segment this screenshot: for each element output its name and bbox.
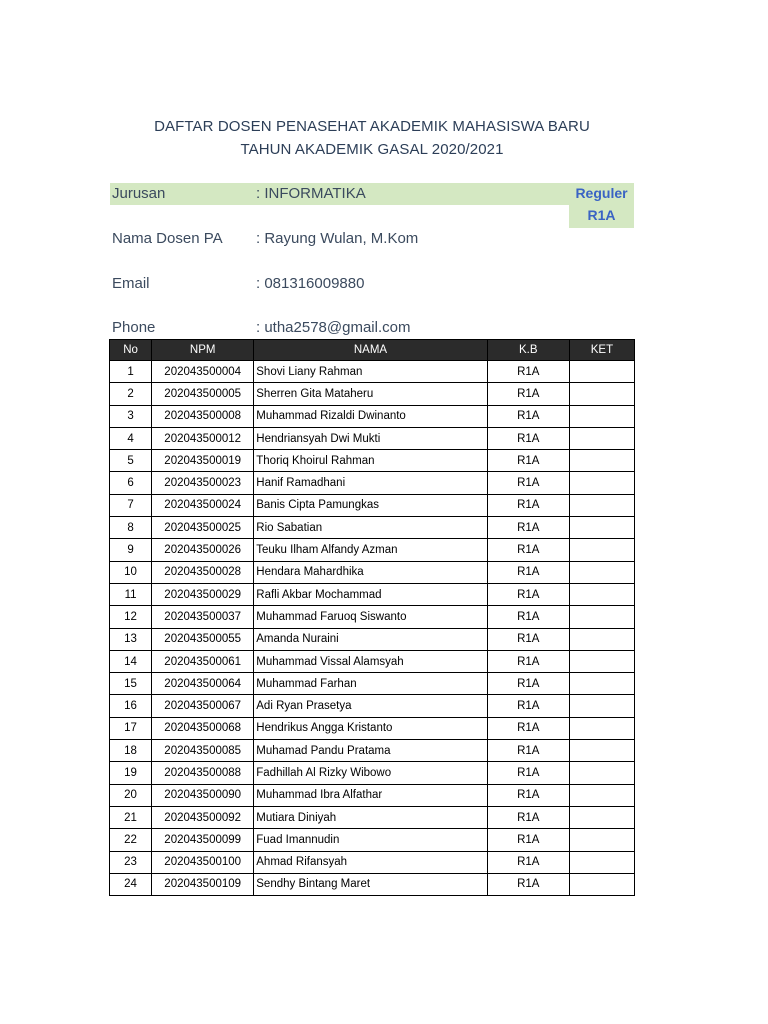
cell-ket <box>569 427 634 449</box>
cell-nama: Fadhillah Al Rizky Wibowo <box>254 762 487 784</box>
cell-ket <box>569 450 634 472</box>
table-header-row <box>110 340 635 361</box>
cell-kb: R1A <box>487 517 569 539</box>
cell-kb: R1A <box>487 561 569 583</box>
table-row <box>110 695 635 717</box>
cell-nama: Hendrikus Angga Kristanto <box>254 717 487 739</box>
cell-kb: R1A <box>487 673 569 695</box>
cell-ket <box>569 650 634 672</box>
document-title: DAFTAR DOSEN PENASEHAT AKADEMIK MAHASISWA BARU <box>154 118 590 135</box>
cell-kb: R1A <box>487 740 569 762</box>
cell-npm: 202043500085 <box>152 740 254 762</box>
table-row <box>110 583 635 605</box>
cell-npm: 202043500024 <box>152 494 254 516</box>
table-row <box>110 361 635 383</box>
cell-kb: R1A <box>487 628 569 650</box>
cell-npm: 202043500109 <box>152 873 254 895</box>
cell-kb: R1A <box>487 472 569 494</box>
cell-no: 18 <box>110 740 152 762</box>
header-npm: NPM <box>152 340 254 361</box>
cell-nama: Muhamad Pandu Pratama <box>254 740 487 762</box>
table-row <box>110 873 635 895</box>
table-row <box>110 539 635 561</box>
cell-nama: Muhammad Vissal Alamsyah <box>254 650 487 672</box>
cell-no: 20 <box>110 784 152 806</box>
cell-kb: R1A <box>487 361 569 383</box>
phone-label: Phone <box>112 319 156 336</box>
jurusan-label: Jurusan <box>112 185 166 202</box>
table-row <box>110 405 635 427</box>
cell-kb: R1A <box>487 405 569 427</box>
cell-npm: 202043500025 <box>152 517 254 539</box>
cell-ket <box>569 517 634 539</box>
cell-ket <box>569 606 634 628</box>
cell-kb: R1A <box>487 650 569 672</box>
table-row <box>110 517 635 539</box>
cell-kb: R1A <box>487 695 569 717</box>
cell-nama: Rafli Akbar Mochammad <box>254 583 487 605</box>
cell-ket <box>569 740 634 762</box>
cell-npm: 202043500067 <box>152 695 254 717</box>
cell-ket <box>569 851 634 873</box>
table-row <box>110 628 635 650</box>
cell-no: 8 <box>110 517 152 539</box>
cell-no: 16 <box>110 695 152 717</box>
cell-nama: Muhammad Farhan <box>254 673 487 695</box>
cell-no: 14 <box>110 650 152 672</box>
cell-nama: Fuad Imannudin <box>254 829 487 851</box>
cell-ket <box>569 762 634 784</box>
cell-npm: 202043500055 <box>152 628 254 650</box>
cell-nama: Shovi Liany Rahman <box>254 361 487 383</box>
cell-ket <box>569 472 634 494</box>
program-class-label: R1A <box>587 207 616 223</box>
document-subtitle: TAHUN AKADEMIK GASAL 2020/2021 <box>240 141 504 158</box>
cell-npm: 202043500029 <box>152 583 254 605</box>
table-row <box>110 427 635 449</box>
cell-nama: Amanda Nuraini <box>254 628 487 650</box>
dosen-value: : Rayung Wulan, M.Kom <box>256 230 419 247</box>
cell-ket <box>569 784 634 806</box>
cell-ket <box>569 829 634 851</box>
cell-npm: 202043500019 <box>152 450 254 472</box>
dosen-label: Nama Dosen PA <box>112 230 223 247</box>
table-row <box>110 472 635 494</box>
cell-ket <box>569 405 634 427</box>
table-row <box>110 494 635 516</box>
cell-no: 13 <box>110 628 152 650</box>
cell-nama: Mutiara Diniyah <box>254 806 487 828</box>
table-row <box>110 851 635 873</box>
cell-no: 7 <box>110 494 152 516</box>
table-row <box>110 383 635 405</box>
cell-ket <box>569 561 634 583</box>
cell-kb: R1A <box>487 873 569 895</box>
cell-npm: 202043500068 <box>152 717 254 739</box>
cell-ket <box>569 583 634 605</box>
program-type-label: Reguler <box>575 185 628 201</box>
cell-no: 19 <box>110 762 152 784</box>
cell-ket <box>569 806 634 828</box>
cell-ket <box>569 873 634 895</box>
cell-no: 12 <box>110 606 152 628</box>
cell-nama: Muhammad Faruoq Siswanto <box>254 606 487 628</box>
table-row <box>110 673 635 695</box>
cell-no: 24 <box>110 873 152 895</box>
cell-kb: R1A <box>487 762 569 784</box>
table-row <box>110 762 635 784</box>
cell-npm: 202043500005 <box>152 383 254 405</box>
table-row <box>110 784 635 806</box>
cell-nama: Sherren Gita Mataheru <box>254 383 487 405</box>
table-row <box>110 561 635 583</box>
cell-npm: 202043500028 <box>152 561 254 583</box>
cell-ket <box>569 673 634 695</box>
cell-npm: 202043500100 <box>152 851 254 873</box>
cell-ket <box>569 539 634 561</box>
table-row <box>110 650 635 672</box>
cell-nama: Sendhy Bintang Maret <box>254 873 487 895</box>
header-no: No <box>110 340 152 361</box>
cell-kb: R1A <box>487 717 569 739</box>
email-label: Email <box>112 275 150 292</box>
cell-nama: Muhammad Ibra Alfathar <box>254 784 487 806</box>
cell-npm: 202043500061 <box>152 650 254 672</box>
cell-npm: 202043500088 <box>152 762 254 784</box>
cell-kb: R1A <box>487 606 569 628</box>
cell-nama: Hendara Mahardhika <box>254 561 487 583</box>
cell-npm: 202043500004 <box>152 361 254 383</box>
cell-ket <box>569 717 634 739</box>
cell-kb: R1A <box>487 851 569 873</box>
header-nama: NAMA <box>254 340 487 361</box>
cell-npm: 202043500012 <box>152 427 254 449</box>
cell-no: 15 <box>110 673 152 695</box>
table-row <box>110 806 635 828</box>
cell-kb: R1A <box>487 494 569 516</box>
cell-nama: Ahmad Rifansyah <box>254 851 487 873</box>
cell-kb: R1A <box>487 450 569 472</box>
header-kb: K.B <box>487 340 569 361</box>
jurusan-highlight-band <box>110 183 634 205</box>
cell-kb: R1A <box>487 583 569 605</box>
cell-kb: R1A <box>487 539 569 561</box>
cell-npm: 202043500099 <box>152 829 254 851</box>
cell-no: 21 <box>110 806 152 828</box>
cell-no: 4 <box>110 427 152 449</box>
table-row <box>110 717 635 739</box>
table-row <box>110 829 635 851</box>
student-roster-table <box>109 339 635 896</box>
cell-npm: 202043500023 <box>152 472 254 494</box>
table-row <box>110 450 635 472</box>
cell-no: 11 <box>110 583 152 605</box>
cell-npm: 202043500092 <box>152 806 254 828</box>
cell-no: 22 <box>110 829 152 851</box>
email-value: : 081316009880 <box>256 275 365 292</box>
cell-no: 1 <box>110 361 152 383</box>
cell-nama: Hanif Ramadhani <box>254 472 487 494</box>
cell-ket <box>569 361 634 383</box>
cell-nama: Teuku Ilham Alfandy Azman <box>254 539 487 561</box>
cell-no: 10 <box>110 561 152 583</box>
cell-kb: R1A <box>487 383 569 405</box>
cell-nama: Thoriq Khoirul Rahman <box>254 450 487 472</box>
cell-nama: Banis Cipta Pamungkas <box>254 494 487 516</box>
cell-npm: 202043500037 <box>152 606 254 628</box>
phone-value: : utha2578@gmail.com <box>256 319 411 336</box>
cell-no: 9 <box>110 539 152 561</box>
cell-npm: 202043500064 <box>152 673 254 695</box>
cell-npm: 202043500090 <box>152 784 254 806</box>
cell-no: 5 <box>110 450 152 472</box>
table-row <box>110 740 635 762</box>
cell-no: 17 <box>110 717 152 739</box>
table-body <box>110 361 635 896</box>
cell-nama: Muhammad Rizaldi Dwinanto <box>254 405 487 427</box>
cell-npm: 202043500008 <box>152 405 254 427</box>
cell-ket <box>569 383 634 405</box>
cell-kb: R1A <box>487 784 569 806</box>
cell-nama: Hendriansyah Dwi Mukti <box>254 427 487 449</box>
cell-nama: Adi Ryan Prasetya <box>254 695 487 717</box>
cell-no: 3 <box>110 405 152 427</box>
table-row <box>110 606 635 628</box>
cell-no: 23 <box>110 851 152 873</box>
cell-npm: 202043500026 <box>152 539 254 561</box>
cell-no: 6 <box>110 472 152 494</box>
cell-kb: R1A <box>487 829 569 851</box>
cell-nama: Rio Sabatian <box>254 517 487 539</box>
jurusan-value: : INFORMATIKA <box>256 185 366 202</box>
header-ket: KET <box>569 340 634 361</box>
cell-kb: R1A <box>487 806 569 828</box>
cell-ket <box>569 695 634 717</box>
cell-ket <box>569 494 634 516</box>
cell-no: 2 <box>110 383 152 405</box>
cell-ket <box>569 628 634 650</box>
cell-kb: R1A <box>487 427 569 449</box>
